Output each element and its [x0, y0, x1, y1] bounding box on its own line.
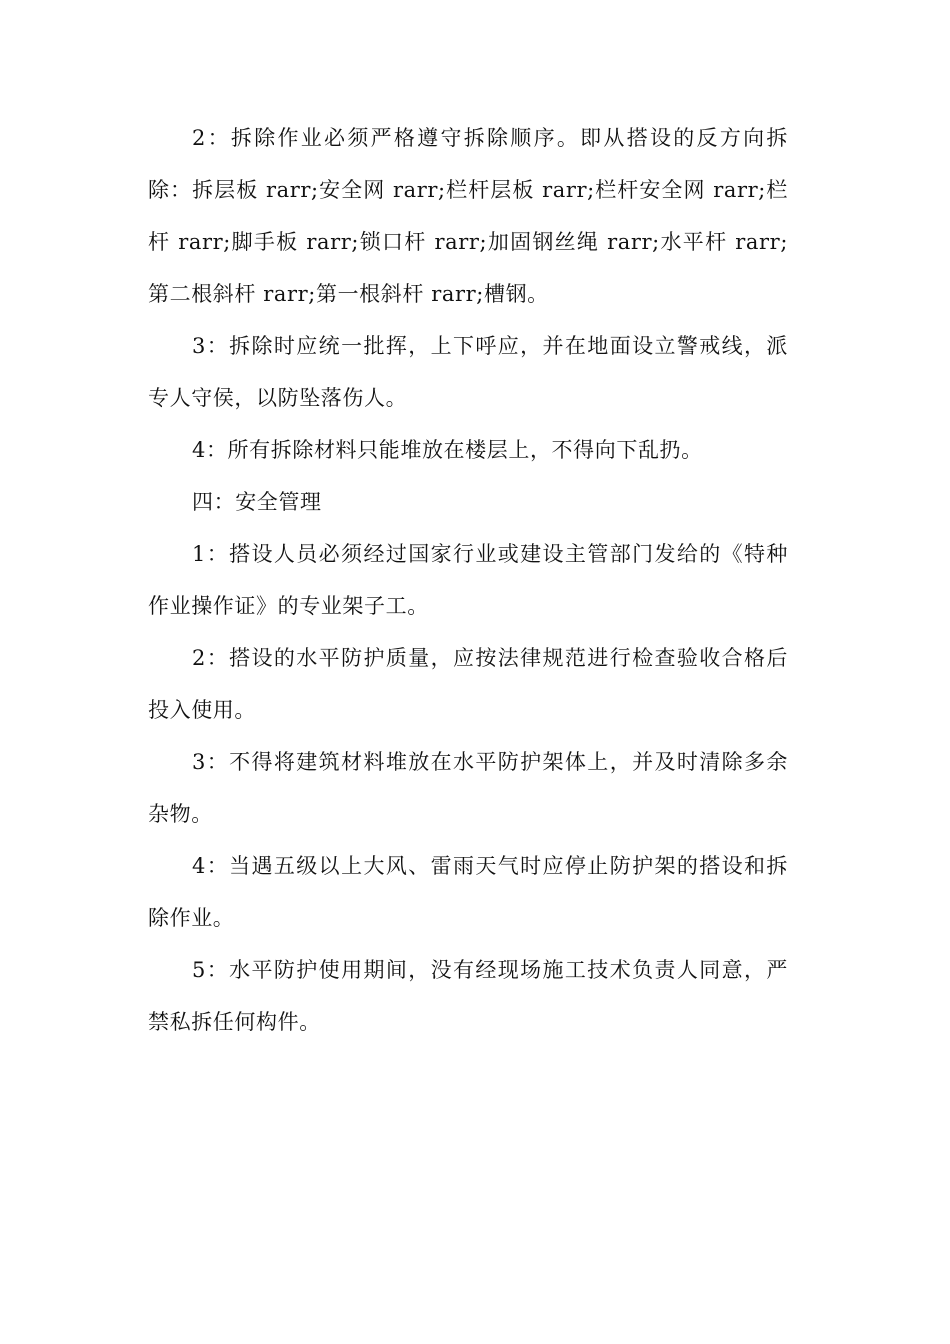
- paragraph-material-stacking: 4：所有拆除材料只能堆放在楼层上，不得向下乱扔。: [192, 438, 703, 462]
- document-body: [148, 112, 788, 1048]
- paragraph-unified-command: 3：拆除时应统一批挥，上下呼应，并在地面设立警戒线，派专人守侯，以防坠落伤人。: [148, 334, 788, 410]
- paragraph-weather-stop: 4：当遇五级以上大风、雷雨天气时应停止防护架的搭设和拆除作业。: [148, 854, 788, 930]
- section-heading-safety-management: 四：安全管理: [192, 490, 322, 514]
- paragraph-no-material-on-frame: 3：不得将建筑材料堆放在水平防护架体上，并及时清除多余杂物。: [148, 750, 788, 826]
- paragraph-no-unauthorized-removal: 5：水平防护使用期间，没有经现场施工技术负责人同意，严禁私拆任何构件。: [148, 958, 788, 1034]
- paragraph-inspection-acceptance: 2：搭设的水平防护质量，应按法律规范进行检查验收合格后投入使用。: [148, 646, 788, 722]
- paragraph-certified-workers: 1：搭设人员必须经过国家行业或建设主管部门发给的《特种作业操作证》的专业架子工。: [148, 542, 788, 618]
- paragraph-dismantle-order: 2：拆除作业必须严格遵守拆除顺序。即从搭设的反方向拆除：拆层板 rarr;安全网 rarr;栏杆层板 rarr;栏杆安全网 rarr;栏杆 rarr;脚手板 rarr;锁口杆 rarr;加固钢丝绳 rarr;水平杆 rarr;第二根斜杆 rarr;第一根斜杆 rarr;槽钢。: [148, 126, 788, 306]
